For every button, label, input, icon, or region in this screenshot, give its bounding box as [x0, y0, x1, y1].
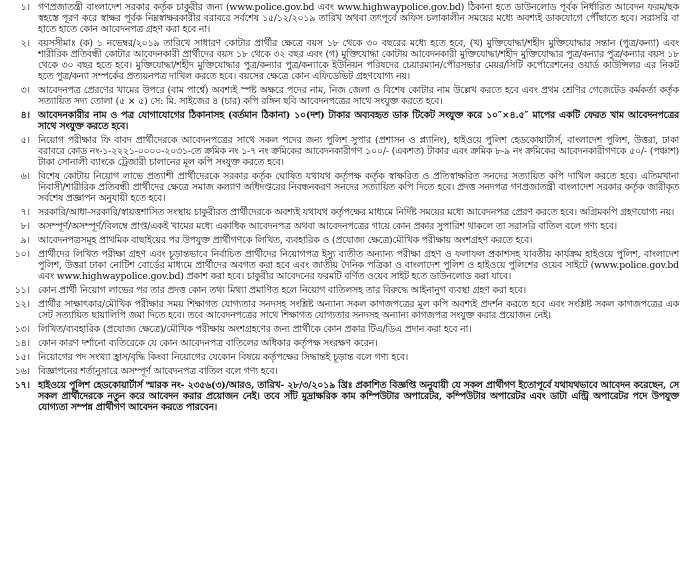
- item-number: ৪।: [20, 110, 30, 121]
- condition-item: [4, 285, 679, 296]
- condition-item: [4, 324, 679, 335]
- item-number: ৮।: [20, 221, 30, 232]
- item-number: ৫।: [20, 135, 30, 146]
- condition-item: [4, 110, 679, 132]
- item-text: আবেদনপত্রসমূহ প্রাথমিক বাছাইয়ের পর উপযুক্ত প্রার্থীগণকে লিখিত, ব্যবহারিক ও (প্রযোজ্য ক্ষেত্রে)মৌখিক পরীক্ষায় অংশগ্রহণ করতে হবে।: [38, 235, 533, 246]
- condition-item: [4, 171, 679, 204]
- item-number: ১২।: [14, 299, 30, 310]
- item-number: ১১।: [14, 285, 30, 296]
- item-number: ১৭।: [14, 380, 30, 391]
- item-text: অসম্পূর্ণ/অসম্পূর্ণ/বিলম্বে প্রাপ্ত/একই খামের মধ্যে একাধিক আবেদনপত্র অথবা আবেদনপত্রের গায়ে কোন প্রকার সুপারিশ থাকলে তা সরাসরি বাতিল বলে গণ্য হবে।: [38, 221, 617, 232]
- item-text: লিখিত/ব্যবহারিক (প্রযোজ্য ক্ষেত্রে)/মৌখিক পরীক্ষায় অংশগ্রহণের জন্য প্রার্থীকে কোন প্রকার টিএ/ডিএ প্রদান করা হবে না।: [38, 324, 472, 335]
- item-text: আবেদনপত্র প্রেরণের খামের উপরে (বাম পার্শ্বে) অবশ্যই স্পষ্ট অক্ষরে পদের নাম, নিজ জেলা ও বিশেষ কোটার নাম উল্লেখ করতে হবে এবং প্রথম শ্রেণির গেজেটেড কর্মকর্তা কর্তৃক সত্যায়িত সদ্য তোলা (৫ × ৫) সে: মি. সাইজের ৪ (চার) কপি রঙ্গিন ছবি আবেদনপত্রের সাথে সংযুক্ত করতে হবে।: [38, 85, 679, 107]
- item-number: ৬।: [20, 171, 30, 182]
- item-text: কোন প্রার্থী নিয়োগ লাভের পর তার প্রদত্ত কোন তথ্য মিথ্যা প্রমাণিত হলে নিয়োগ বাতিলসহ তার বিরুদ্ধে আইনানুগ ব্যবস্থা গ্রহণ করা হবে।: [38, 285, 526, 296]
- condition-item: [4, 380, 679, 413]
- item-number: ১।: [20, 2, 30, 13]
- item-number: ৩।: [20, 85, 30, 96]
- condition-item: [4, 85, 679, 107]
- item-number: ১৬।: [14, 366, 30, 377]
- item-number: ২।: [20, 38, 30, 49]
- item-text: বিজ্ঞাপনের শর্তানুসারে অসম্পূর্ণ আবেদনপত্র বাতিল বলে গণ্য হবে।: [38, 366, 278, 377]
- item-text: কোন কারণ দর্শানো ব্যতিরেকে যে কোন আবেদনপত্র বাতিলের অধিকার কর্তৃপক্ষ সংরক্ষণ করেন।: [38, 338, 378, 349]
- item-text: বিশেষ কোটায় নিয়োগ লাভে প্রত্যাশী প্রার্থীদেরকে সরকার কর্তৃক ঘোষিত যথাযথ কর্তৃপক্ষ কর্তৃক স্বাক্ষরিত ও প্রতিস্বাক্ষরিত সনদের সত্যায়িত কপি দাখিল করতে হবে। এতিমখানা নিবাসী/শারীরিক প্রতিবন্ধী প্রার্থীদের ক্ষেত্রে সমাজ কল্যাণ অধিদপ্তরের নিবন্ধনকরণ সনদের সত্যায়িত কপি দিতে হবে। প্রদত্ত সনদপত্র গণপ্রজাতন্ত্রী বাংলাদেশ সরকার কর্তৃক জারীকৃত সর্বশেষ প্রজ্ঞাপন অনুযায়ী হতে হবে।: [38, 171, 679, 204]
- condition-item: [4, 2, 679, 35]
- item-text: বয়সসীমাঃ (ক) ১ নভেম্বর/২০১৯ তারিখে সাধারণ কোটার প্রার্থীর ক্ষেত্রে বয়স ১৮ থেকে ৩০ বছরের মধ্যে হতে হবে, (খ) মুক্তিযোদ্ধা/শহীদ মুক্তিযোদ্ধার সন্তান (পুত্র/কন্যা) এবং শারীরিক প্রতিবন্ধী কোটার আবেদনকারী প্রার্থীদের বয়স ১৮ থেকে ৩২ বছর এবং (গ) মুক্তিযোদ্ধা কোটায় আবেদনকারী মুক্তিযোদ্ধা/শহীদ মুক্তিযোদ্ধার পুত্র/কন্যার পুত্র/কন্যার বয়স ১৮ থেকে ৩০ বছর হতে হবে। মুক্তিযোদ্ধা/শহীদ মুক্তিযোদ্ধার পুত্র/কন্যার পুত্র/কন্যাকে ইউনিয়ন পরিষদের চেয়ারম্যান/পৌরসভার মেয়র/সিটি কর্পোরেশনের ওয়ার্ড কাউন্সিলর এর নিকট হতে পুত্র/কন্যা সম্পর্কের প্রত্যয়নপত্র দাখিল করতে হবে। বয়সের ক্ষেত্রে কোন এফিডেভিট গ্রহণযোগ্য নয়।: [38, 38, 679, 82]
- item-number: ১৩।: [14, 324, 30, 335]
- condition-item: [4, 338, 679, 349]
- item-number: ১০।: [14, 249, 30, 260]
- item-text: নিয়োগ পরীক্ষার ফি বাবদ প্রার্থীদেরকে আবেদনপত্রের সাথে সকল পদের জন্য পুলিশ সুপার (প্রশাসন ও প্ল্যানিং), হাইওয়ে পুলিশ হেডকোয়ার্টার্স, বাংলাদেশ পুলিশ, উত্তরা, ঢাকা বরাবরে কোড নং-১-২২২১-০০০০-২০৩১-তে ক্রমিক নং ১-৭ নং ক্রমিকের আবেদনকারীগণ ১০০/- (একশত) টাকার এবং ক্রমিক ৮-৯ নং ক্রমিকের আবেদনকারীগণকে ৫০/- (পঞ্চাশ) টাকা সোনালী ব্যাংকে ট্রেজারী চালানের মূল কপি সংযুক্ত করতে হবে।: [38, 135, 679, 168]
- item-number: ৯।: [20, 235, 30, 246]
- condition-item: [4, 38, 679, 82]
- item-text: প্রার্থীর সাক্ষাৎকার/মৌখিক পরীক্ষার সময় শিক্ষাগত যোগ্যতার সনদসহ সংশ্লিষ্ট অন্যান্য সকল কাগজপত্রের মূল কপি অবশ্যই প্রদর্শন করতে হবে এবং সংশ্লিষ্ট সকল কাগজপত্রের এক সেট সত্যায়িত ছায়ালিপি জমা দিতে হবে। তবে আবেদনপত্রের সাথে শিক্ষাগত যোগ্যতার সনদসহ অন্যান্য কাগজপত্র সংযুক্ত করার প্রয়োজন নেই।: [38, 299, 679, 321]
- item-text: গণপ্রজাতন্ত্রী বাংলাদেশ সরকার কর্তৃক চাকুরীর জন্য (www.police.gov.bd এবং www.highwaypolice.gov.bd) ঠিকানা হতে ডাউনলোড পূর্বক নির্ধারিত আবেদন ফরম/ছক স্বহস্তে পূরণ করে স্বাক্ষর পূর্বক নিম্নস্বাক্ষরকারীর বরাবরে সর্বশেষ ১৫/১২/২০১৯ তারিখ অথবা তৎপূর্বে অফিস চলাকালীন সময়ের মধ্যে অবশ্যই ডাকযোগে পৌঁছাতে হবে। সরাসরি বা হাতে হাতে কোন আবেদনপত্র গ্রহণ করা হবে না।: [38, 2, 679, 35]
- condition-item: [4, 299, 679, 321]
- item-text: আবেদনকারীর নাম ও পত্র যোগাযোগের ঠিকানাসহ (বর্তমান ঠিকানা) ১০(দশ) টাকার অব্যবহৃত ডাক টিকেট সংযুক্ত করে ১০″×৪.৫″ মাপের একটি ফেরত খাম আবেদনপত্রের সাথে সংযুক্ত করতে হবে।: [38, 110, 679, 132]
- condition-item: [4, 235, 679, 246]
- item-text: সরকারি/আধা-সরকারি/স্বায়ত্তশাসিত সংস্থায় চাকুরীরত প্রার্থীদেরকে অবশ্যই যথাযথ কর্তৃপক্ষের মাধ্যমে নির্দিষ্ট সময়ের মধ্যে আবেদনপত্র প্রেরণ করতে হবে। অগ্রিমকপি গ্রহণযোগ্য নয়।: [38, 207, 675, 218]
- item-text: নিয়োগের পদ সংখ্যা হ্রাস/বৃদ্ধি কিংবা নিয়োগের যেকোন বিষয়ে কর্তৃপক্ষের সিদ্ধান্তই চূড়ান্ত বলে গণ্য হবে।: [38, 352, 409, 363]
- item-text: প্রার্থীদের লিখিত পরীক্ষা গ্রহণ এবং চূড়ান্তভাবে নির্বাচিত প্রার্থীদের নিয়োগপত্র ইস্যু ব্যতীত অন্যান্য পরীক্ষা গ্রহণ ও ফলাফল প্রকাশসহ যাবতীয় কার্যক্রম হাইওয়ে পুলিশ, বাংলাদেশ পুলিশ, উত্তরা ঢাকা নোটিশ বোর্ডের মাধ্যমে প্রার্থীদের অবগত করা হবে এবং জাতীয় দৈনিক পত্রিকা ও বাংলাদেশ পুলিশ ও হাইওয়ে পুলিশের ওয়েব সাইটে (www.police.gov.bd এবং www.highwaypolice.gov.bd) প্রকাশ করা হবে। চাকুরীর আবেদনের ফরমটি বর্ণিত ওয়েব সাইট হতে ডাউনলোড করা যাবে।: [38, 249, 679, 282]
- condition-item: [4, 352, 679, 363]
- condition-item: [4, 207, 679, 218]
- item-text: হাইওয়ে পুলিশ হেডকোয়ার্টার্স স্মারক নং- ২৩৫৬(৩)/আরও, তারিখ- ২৮/৩/২০১৯ খ্রিঃ প্রকাশিত বিজ্ঞপ্তি অনুযায়ী যে সকল প্রার্থীগণ ইতোপূর্বে যথাযথভাবে আবেদন করেছেন, সে সকল প্রার্থীদেরকে নতুন করে আবেদন করার প্রয়োজন নেই। তবে সাঁট মুদ্রাক্ষরিক কাম কম্পিউটার অপারেটর, কম্পিউটার অপারেটর এবং ডাটা এন্ট্রি অপারেটর পদে উপযুক্ত যোগ্যতা সম্পন্ন প্রার্থীগণ আবেদন করতে পারবেন।: [38, 380, 679, 413]
- item-number: ৭।: [20, 207, 30, 218]
- item-number: ১৫।: [14, 352, 30, 363]
- condition-item: [4, 366, 679, 377]
- condition-item: [4, 135, 679, 168]
- condition-item: [4, 249, 679, 282]
- item-number: ১৪।: [14, 338, 30, 349]
- condition-item: [4, 221, 679, 232]
